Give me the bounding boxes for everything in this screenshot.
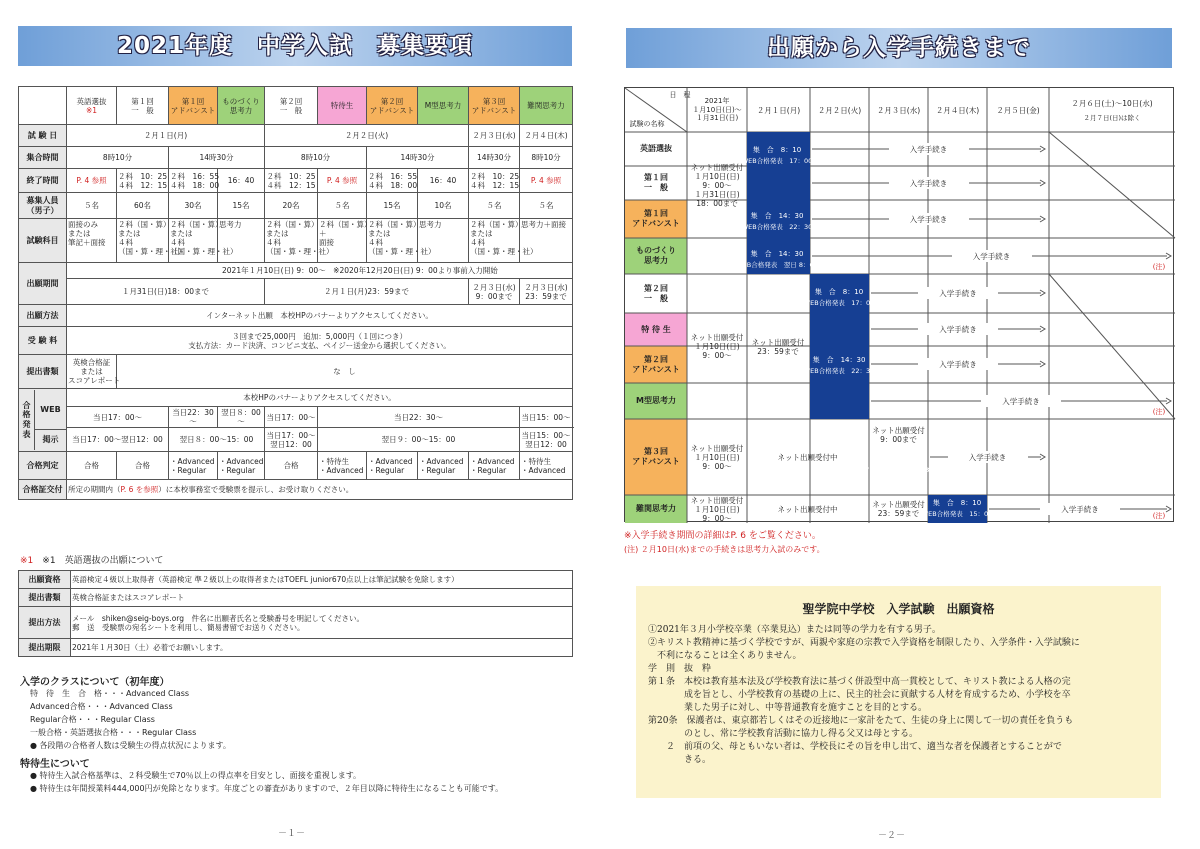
exam-name-5: 特 待 生	[641, 324, 671, 334]
row-gather-time: 集合時間 8時10分 14時30分 8時10分 14時30分 14時30分 8時10分	[19, 147, 573, 169]
col-2-advanced: 第２回 アドバンスト	[367, 87, 418, 125]
exam-name-6: 第２回 アドバンスト	[632, 354, 680, 374]
blk-4-web: WEB合格発表 17：00	[803, 299, 875, 308]
row-result-post: 当日17：00～翌日12：00 翌日８：00～15：00 当日17：00～ 翌日12：00 翌日９：00～15：00 当日15：00～ 翌日12：00	[19, 428, 573, 452]
proc-5-label: 入学手続き	[918, 287, 998, 299]
net-apply-4: ネット出願受付 １月10日(日) 9：00～	[690, 443, 744, 471]
schedule-footnote-1: ※入学手続き期間の詳細はP. 6 をご覧ください。	[624, 531, 821, 541]
blk-2-gather: 集 合 14：30	[750, 211, 804, 220]
header-note: ２月７日(日)は除く	[1083, 114, 1141, 123]
header-date-1: ２月１日(月)	[756, 105, 801, 115]
net-apply-8: ネット出願受付中	[777, 504, 838, 514]
proc-7-label: 入学手続き	[918, 358, 998, 370]
col-3-advanced: 第３回 アドバンスト	[469, 87, 520, 125]
qualification-text: ①2021年３月小学校卒業（卒業見込）または同等の学力を有する男子。 ②キリスト教精神に基づく学校ですが、両親や家庭の宗教で入学資格を制限したり、入学条件・入学試験に 不利になることは全くありません。 学 則 抜 粋 第１条 本校は教育基本法及び学校教育法に基づく併設型中高一貫校として、キリスト教による人格の完 成を旨とし、小学校教育の基礎の上に、民主的社会に貢献する人材を育成するため、小学校を卒 業した男子に対し、中等普通教育を施すことを目的とする。 第20条 保護者は、東京都若しくはその近接地に一家計をたて、生徒の身上に関して一切の責任を負うも のとし、常に学校教育活動に協力し得る父又は母とする。 ２ 前項の父、母ともいない者は、学校長にその旨を申し出て、適当な者を保護者とすることがで きる。	[648, 625, 1080, 766]
page-number: －１－	[278, 829, 306, 839]
tokutai-title: 特待生について	[20, 759, 90, 770]
net-apply-6: ネット出願受付 9：00まで	[872, 426, 925, 444]
row-subjects: 試験科目 面接のみ または 筆記＋面接 ２科（国・算） または ４科 （国・算・理・社） ２科（国・算） または ４科 （国・算・理・社） 思考力 ２科（国・算） または ４科 （国・算・理・社） ２科（国・算） ＋ 面接 ２科（国・算） または ４科 （国・算・理・社） 思考力 ２科（国・算） または ４科 （国・算・理・社） 思考力＋面接	[19, 219, 573, 263]
exam-name-3: ものづくり 思考力	[636, 246, 676, 265]
admission-table	[18, 86, 573, 500]
class-list: 特 待 生 合 格・・・Advanced Class Advanced合格・・・Advanced Class Regular合格・・・Regular Class 一般合格・英語選抜合格・・・Regular Class ● 各段階の合格者人数は受験生の得点状況によります。	[30, 689, 231, 750]
exam-name-0: 英語選抜	[640, 144, 672, 154]
blk-4-gather: 集 合 8：10	[814, 287, 864, 296]
header-row	[19, 87, 573, 125]
blk-6-gather: 集 合 14：30	[871, 454, 925, 463]
row-apply-bottom: １月31日(日)18：00まで ２月１日(月)23：59まで ２月３日(水) 9：00まで ２月３日(水) 23：59まで	[19, 279, 573, 305]
note-mark-3: (注)	[1152, 511, 1166, 520]
col-english: 英語選抜 ※1	[67, 87, 117, 125]
header-date-3: ２月３日(水)	[876, 105, 921, 115]
tokutai-list: ● 特待生入試合格基準は、２科受験生で70％以上の得点率を目安とし、面接を重視します。 ● 特待生は年間授業料444,000円が免除となります。年度ごとの審査がありますので、２年目以降に特待生になることも可能です。	[30, 771, 504, 793]
col-m-shikoryoku: M型思考力	[418, 87, 469, 125]
proc-4-label: 入学手続き	[952, 250, 1032, 262]
english-note-table: 出願資格 英語検定４級以上取得者（英語検定 準２級以上の取得者またはTOEFL junior670点以上は筆記試験を免除します） 提出書類 英検合格証またはスコアレポート 提出方法 メール shiken@seig-boys.org 件名に出願者氏名と受験番号を明記してください。 郵 送 受験票の宛名シートを利用し、簡易書留でお送りください。 提出期限 2021年１月30日（土）必着でお願いします。	[18, 570, 573, 657]
class-title: 入学のクラスについて（初年度）	[20, 677, 170, 688]
row-judge: 合格判定 合格 合格 ・Advanced ・Regular ・Advanced ・Regular 合格 ・特待生 ・Advanced ・Advanced ・Regular ・Advanced ・Regular ・Advanced ・Regular ・特待生 ・Advanced	[19, 452, 573, 480]
page-title: 出願から入学手続きまで	[626, 28, 1172, 68]
exam-name-8: 第３回 アドバンスト	[632, 447, 680, 466]
row-issue: 合格証交付 所定の期間内（P. 6 を参照）に本校事務室で受験票を提示し、お受け取りください。	[19, 480, 573, 500]
row-result-web: 当日17：00～ 当日22：30～ 翌日８：00～ 当日17：00～ 当日22：30～ 当日15：00～	[19, 407, 573, 428]
exam-name-9: 難関思考力	[636, 504, 676, 514]
net-apply-9: ネット出願受付 23：59まで	[872, 500, 925, 518]
row-exam-date: 試 験 日 ２月１日(月) ２月２日(火) ２月３日(水) ２月４日(木)	[19, 125, 573, 147]
proc-3-label: 入学手続き	[889, 213, 969, 225]
schedule-footnote-2: (注) ２月10日(水)までの手続きは思考力入試のみです。	[624, 545, 825, 554]
net-apply-7: ネット出願受付 １月10日(日) 9：00～	[690, 495, 744, 523]
header-date-2: ２月２日(火)	[817, 105, 862, 115]
diagonal-a	[1049, 132, 1175, 238]
net-apply-5: ネット出願受付中	[777, 452, 838, 462]
proc-6-label: 入学手続き	[918, 323, 998, 335]
row-docs: 提出書類 英検合格証 または スコアレポート な し	[19, 355, 573, 389]
note-mark-1: (注)	[1152, 262, 1166, 271]
english-note-title: ※1 ※1 英語選抜の出願について	[20, 556, 164, 566]
row-result-web-top: 合 格 発 表 WEB 掲示 本校HPのバナーよりアクセスしてください。	[19, 389, 573, 407]
net-apply-1: ネット出願受付 １月10日(日) 9：00～ １月31日(日) 18：00まで	[690, 162, 744, 208]
header-date-5: ２月５日(金)	[996, 105, 1040, 115]
col-1-general: 第１回 一 般	[117, 87, 169, 125]
col-monozukuri: ものづくり 思考力	[218, 87, 265, 125]
col-nankan: 難関思考力	[520, 87, 573, 125]
blk-5-web: WEB合格発表 22：30	[803, 367, 875, 376]
exam-name-4: 第２回 一 般	[644, 283, 668, 303]
schedule-table	[624, 87, 1174, 522]
exam-name-2: 第１回 アドバンスト	[632, 209, 680, 228]
exam-name-7: M型思考力	[636, 396, 676, 406]
corner-label-top: 日 程	[669, 90, 691, 99]
header-date-4: ２月４日(木)	[935, 105, 980, 115]
net-apply-2: ネット出願受付 １月10日(日) 9：00～	[690, 333, 744, 360]
net-apply-3: ネット出願受付 23：59まで	[751, 337, 805, 356]
row-apply-top: 出願期間 2021年１月10日(日) 9：00～ ※2020年12月20日(日) 9：00より事前入力開始	[19, 263, 573, 279]
blk-1-gather: 集 合 8：10	[752, 145, 802, 154]
blk-6-web: WEB合格発表 22：30	[862, 466, 934, 475]
row-fee: 受 験 料 ３回まで25,000円 追加：5,000円（１回につき） 支払方法：カード決済、コンビニ支払、ペイジー送金から選択してください。	[19, 327, 573, 355]
blk-5-gather: 集 合 14：30	[812, 355, 866, 364]
proc-2-label: 入学手続き	[889, 177, 969, 189]
note-mark-2: (注)	[1152, 407, 1166, 416]
blk-3-web: WEB合格発表 翌日 8：00	[736, 261, 818, 270]
proc-1-label: 入学手続き	[889, 143, 969, 155]
blk-7-gather: 集 合 8：10	[932, 498, 982, 507]
proc-8-label: 入学手続き	[981, 395, 1061, 407]
header-date-0: 2021年 １月10日(日)～ １月31日(日)	[692, 97, 742, 123]
col-1-advanced: 第１回 アドバンスト	[169, 87, 218, 125]
blk-7-web: WEB合格発表 15：00	[921, 510, 993, 519]
blk-1-web: WEB合格発表 17：00	[741, 157, 813, 166]
row-end-time: 終了時間 P. 4 参照 ２科 10：25 ４科 12：15 ２科 16：55 ４科 18：00 16：40 ２科 10：25 ４科 12：15 P. 4 参照 ２科 16：55 ４科 18：00 16：40 ２科 10：25 ４科 12：15 P. 4 参照	[19, 169, 573, 193]
blk-2-web: WEB合格発表 22：30	[741, 223, 813, 232]
blk-3-gather: 集 合 14：30	[750, 249, 804, 258]
page-number: －２－	[878, 831, 906, 841]
col-2-general: 第２回 一 般	[265, 87, 318, 125]
page-2	[600, 0, 1200, 849]
qualification-title: 聖学院中学校 入学試験 出願資格	[802, 602, 995, 616]
proc-10-label: 入学手続き	[1040, 503, 1120, 515]
row-method: 出願方法 インターネット出願 本校HPのバナーよりアクセスしてください。	[19, 305, 573, 327]
exam-name-1: 第１回 一 般	[644, 173, 668, 192]
col-tokutai: 特待生	[318, 87, 367, 125]
header-date-6: ２月６日(土)～10日(水)	[1071, 98, 1153, 108]
row-recruit: 募集人員 （男子） ５名 60名 30名 15名 20名 ５名 15名 10名 ５名 ５名	[19, 193, 573, 219]
corner-label-bottom: 試験の名称	[629, 119, 665, 128]
page-title: 2021年度 中学入試 募集要項	[18, 26, 572, 66]
qualification-box	[636, 586, 1161, 798]
proc-9-label: 入学手続き	[948, 451, 1028, 463]
